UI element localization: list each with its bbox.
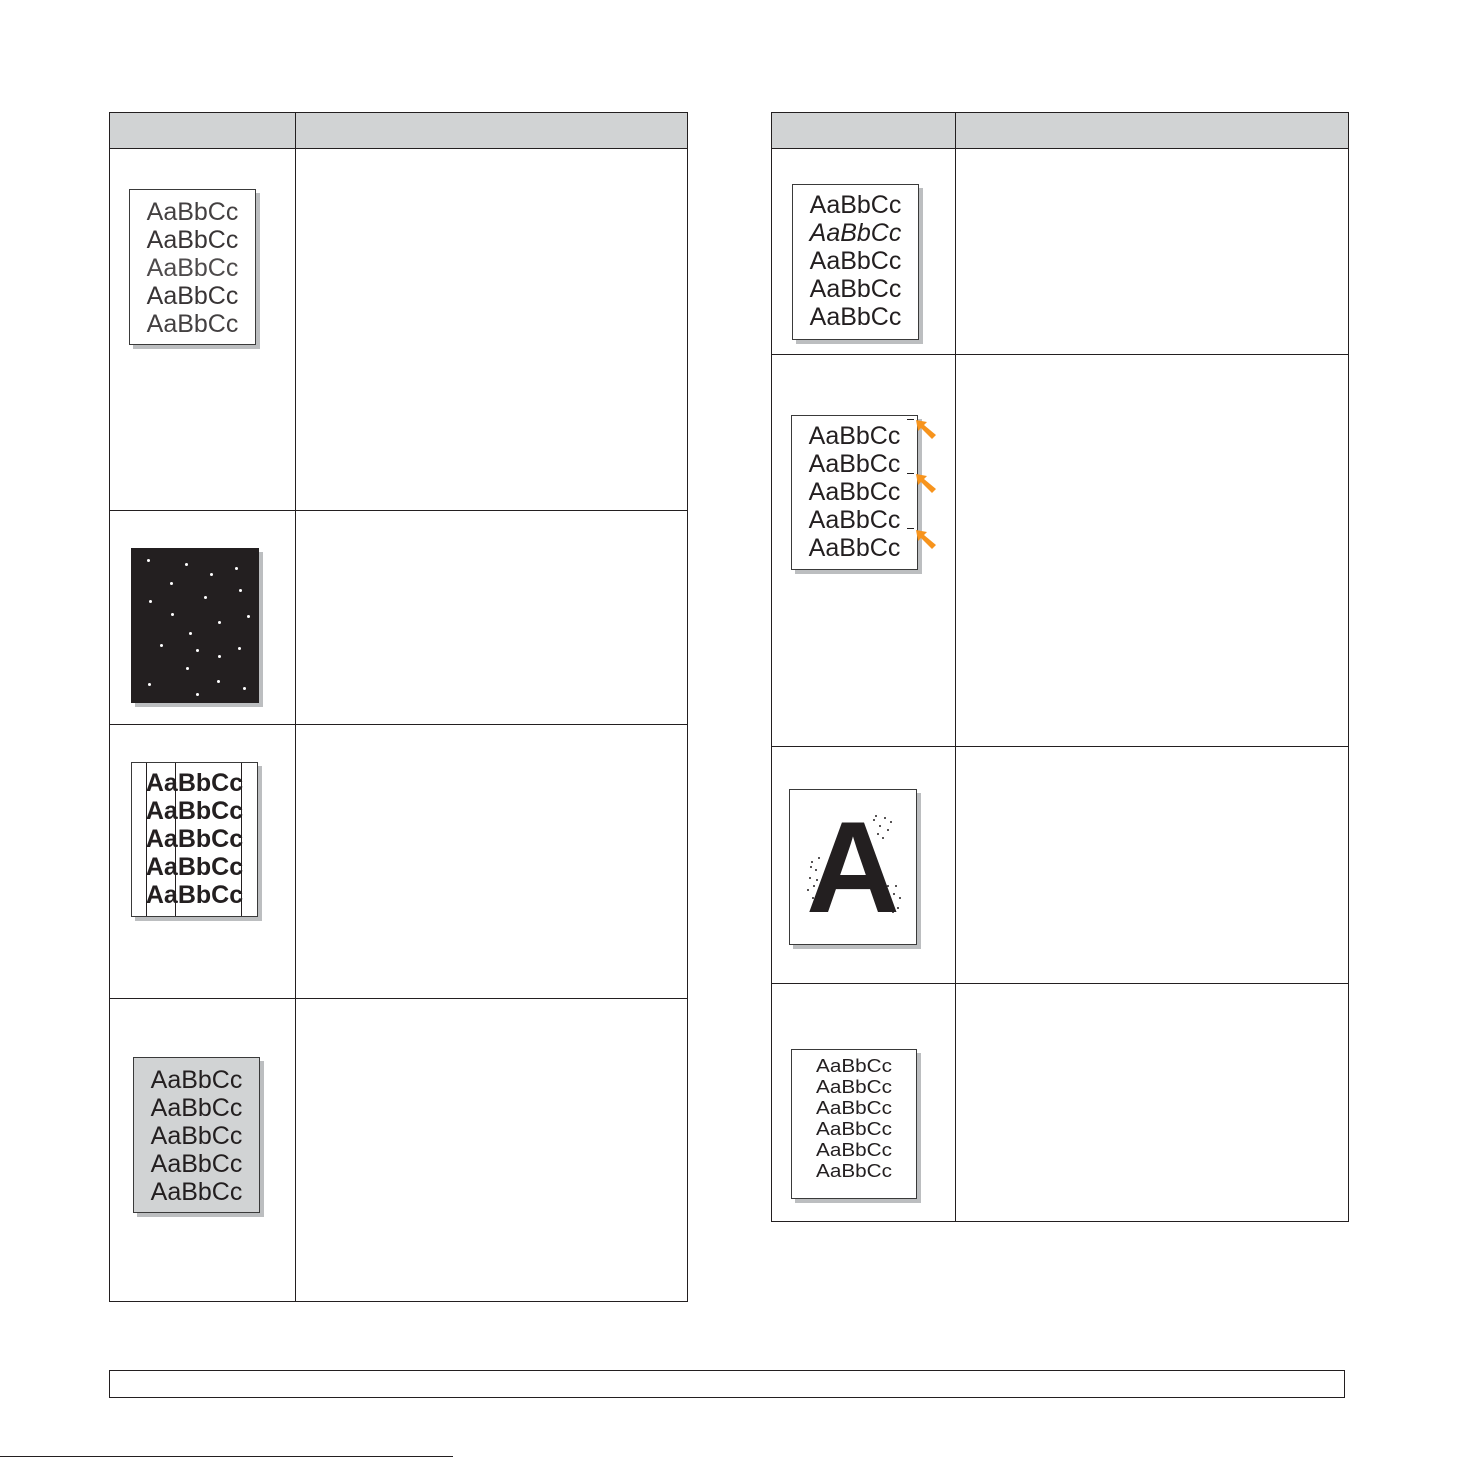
sample-text-line: AaBbCc xyxy=(816,1161,892,1181)
description-cell xyxy=(956,747,1349,984)
sample-text-line: AaBbCc xyxy=(146,254,239,282)
description-cell xyxy=(296,149,688,511)
description-cell xyxy=(296,999,688,1302)
repetitive-defects-sample-page xyxy=(791,415,918,570)
gray-background-sample-page xyxy=(133,1057,260,1213)
white-spot xyxy=(170,582,173,585)
sample-cell xyxy=(110,149,296,511)
sample-cell xyxy=(110,999,296,1302)
sample-text-line: AaBbCc xyxy=(150,1150,243,1178)
footer-box xyxy=(109,1370,1345,1398)
sample-text-line: AaBbCc xyxy=(816,1098,892,1118)
sample-text-line: AaBbCc xyxy=(150,1122,243,1150)
white-spot xyxy=(217,680,220,683)
defect-mark xyxy=(907,419,914,420)
white-spot xyxy=(196,649,199,652)
description-cell xyxy=(296,725,688,999)
header-cell-solution xyxy=(296,113,688,149)
header-cell-condition xyxy=(110,113,296,149)
white-spot xyxy=(204,596,207,599)
table-row xyxy=(772,747,1349,984)
sample-text-line: AaBbCc xyxy=(816,1077,892,1097)
sample-cell xyxy=(772,149,956,355)
sample-text-line: AaBbCc xyxy=(150,1178,243,1206)
defect-mark xyxy=(907,473,914,474)
sample-text-line: AaBbCc xyxy=(808,506,901,534)
svg-text:A: A xyxy=(806,794,900,940)
sample-cell xyxy=(772,984,956,1222)
white-spot xyxy=(239,589,242,592)
sample-text-line: AaBbCc xyxy=(145,797,244,825)
sample-cell xyxy=(110,725,296,999)
white-spot xyxy=(160,644,163,647)
sample-text-line: AaBbCc xyxy=(145,825,244,853)
white-spot xyxy=(218,621,221,624)
defect-mark xyxy=(907,528,914,529)
table-row xyxy=(772,149,1349,355)
white-spot xyxy=(147,559,150,562)
sample-text-line: AaBbCc xyxy=(809,303,902,331)
sample-text-line: AaBbCc xyxy=(146,226,239,254)
left-table-header xyxy=(110,113,688,149)
white-spot xyxy=(238,647,241,650)
left-table xyxy=(109,112,688,1302)
light-print-sample-page xyxy=(129,189,256,345)
sample-text-line: AaBbCc xyxy=(145,881,244,909)
sample-text-line: AaBbCc xyxy=(809,219,902,247)
misformed-characters-sample-page xyxy=(792,184,919,340)
header-cell-condition xyxy=(772,113,956,149)
white-spots-sample-page xyxy=(131,548,259,703)
arrow-icon xyxy=(916,420,938,442)
sample-text-line: AaBbCc xyxy=(816,1119,892,1139)
sample-text-line: AaBbCc xyxy=(146,310,239,338)
sample-text-line: AaBbCc xyxy=(809,247,902,275)
arrow-icon xyxy=(916,474,938,496)
sample-text-line: AaBbCc xyxy=(809,275,902,303)
sample-cell xyxy=(772,355,956,747)
right-table-header xyxy=(772,113,1349,149)
scattered-letter-graphic xyxy=(790,790,916,944)
sample-text-line: AaBbCc xyxy=(146,198,239,226)
sample-text-line: AaBbCc xyxy=(816,1140,892,1160)
white-spot xyxy=(235,567,238,570)
skewed-print-sample-page xyxy=(791,1049,917,1199)
arrow-icon xyxy=(916,530,938,552)
description-cell xyxy=(296,511,688,725)
white-spot xyxy=(196,693,199,696)
white-spot xyxy=(247,615,250,618)
sample-text-line: AaBbCc xyxy=(816,1056,892,1076)
description-cell xyxy=(956,149,1349,355)
white-spot xyxy=(186,667,189,670)
sample-text-line: AaBbCc xyxy=(808,450,901,478)
white-spot xyxy=(171,613,174,616)
header-cell-solution xyxy=(956,113,1349,149)
table-row xyxy=(110,725,688,999)
table-row xyxy=(110,149,688,511)
white-spot xyxy=(210,573,213,576)
sample-text-line: AaBbCc xyxy=(146,282,239,310)
sample-text-line: AaBbCc xyxy=(150,1094,243,1122)
table-row xyxy=(110,999,688,1302)
white-spot xyxy=(185,563,188,566)
sample-text-line: AaBbCc xyxy=(808,478,901,506)
sample-text-line: AaBbCc xyxy=(150,1066,243,1094)
description-cell xyxy=(956,355,1349,747)
vertical-lines-sample-page xyxy=(131,762,258,917)
sample-text-line: AaBbCc xyxy=(145,769,244,797)
sample-text-line: AaBbCc xyxy=(808,422,901,450)
sample-cell xyxy=(772,747,956,984)
white-spot xyxy=(148,683,151,686)
sample-cell xyxy=(110,511,296,725)
description-cell xyxy=(956,984,1349,1222)
white-spot xyxy=(243,687,246,690)
table-row xyxy=(110,511,688,725)
toner-scatter-sample-page xyxy=(789,789,917,945)
white-spot xyxy=(218,655,221,658)
sample-text-line: AaBbCc xyxy=(145,853,244,881)
sample-text-line: AaBbCc xyxy=(808,534,901,562)
sample-text-line: AaBbCc xyxy=(809,191,902,219)
white-spot xyxy=(189,632,192,635)
white-spot xyxy=(149,600,152,603)
bottom-rule xyxy=(0,1456,453,1457)
right-table xyxy=(771,112,1349,1222)
table-row xyxy=(772,355,1349,747)
table-row xyxy=(772,984,1349,1222)
